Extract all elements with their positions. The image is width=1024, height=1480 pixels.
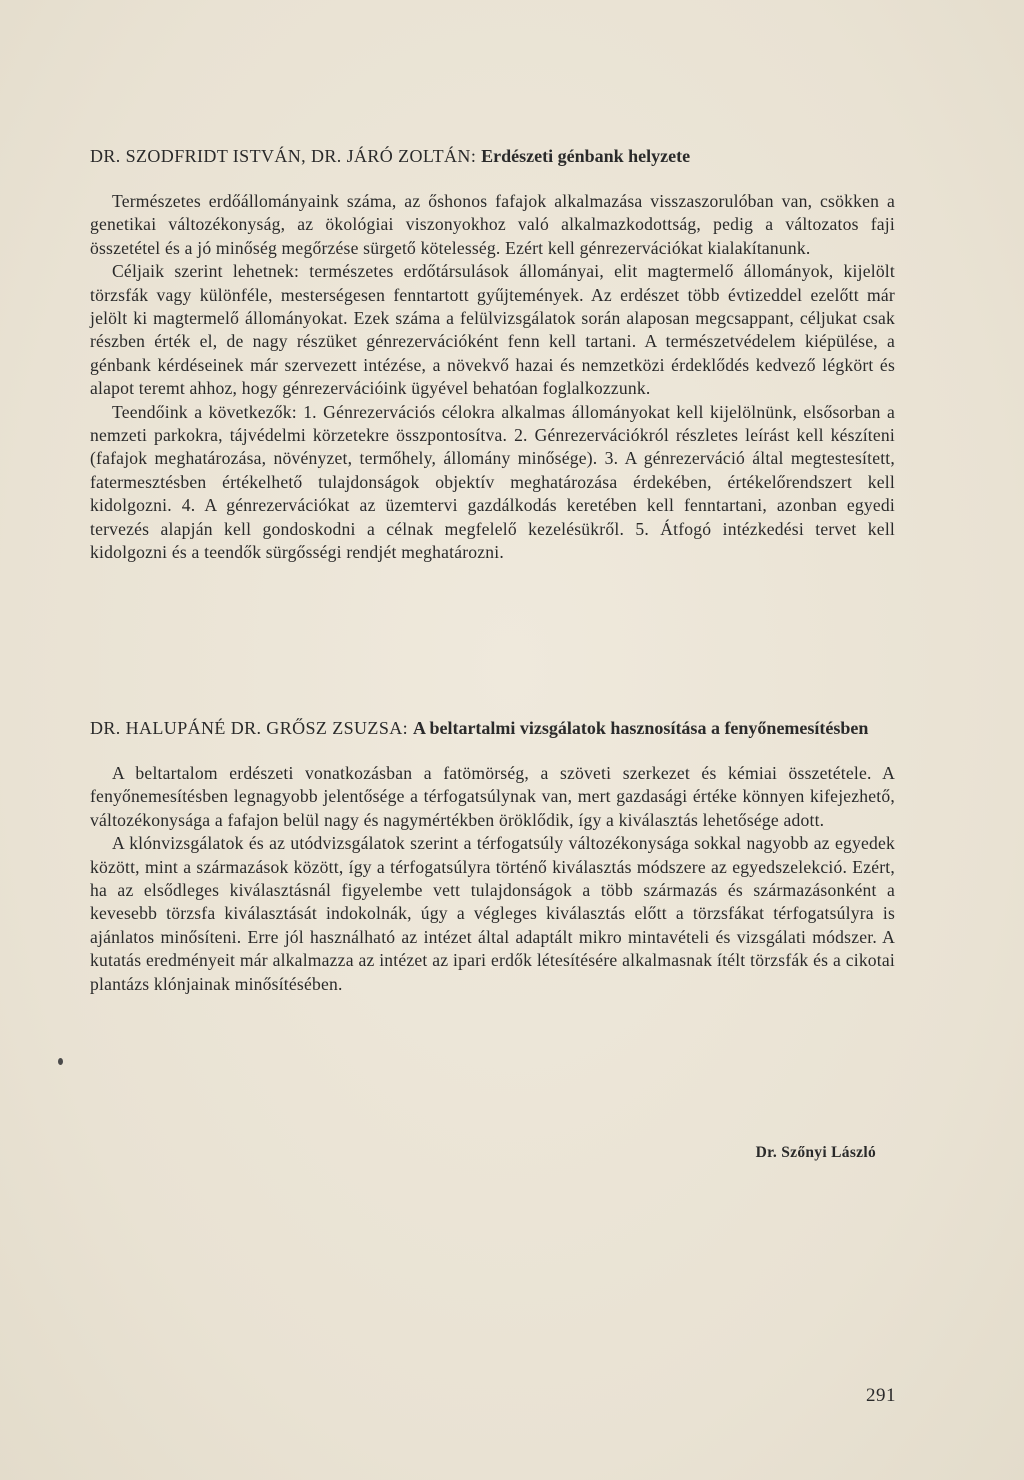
section-szodfridt [90, 144, 895, 565]
section1-paragraph: Céljaik szerint lehetnek: természetes erdőtársulások állományai, elit magtermelő állományok, kijelölt törzsfák vagy különféle, mesterségesen fenntartott gyűjtemények. Az erdészet több évtizeddel ezelőtt már jelölt ki magtermelő állományokat. Ezek száma a felülvizsgálatok során alaposan megcsappant, céljukat csak részben érték el, de nagy részüket génrezervációként fenn kell tartani. A természetvédelem kiépülése, a génbank kérdéseinek már szervezett intézése, a növekvő hazai és nemzetközi érdeklődés kedvező légkört és alapot teremt ahhoz, hogy génrezervációink ügyével behatóan foglalkozzunk. [90, 261, 895, 399]
section1-title: Erdészeti génbank helyzete [481, 146, 691, 166]
author-signature: Dr. Szőnyi László [755, 1144, 876, 1161]
section2-authors: DR. HALUPÁNÉ DR. GRŐSZ ZSUZSA: [90, 718, 413, 738]
section2-heading [90, 716, 895, 740]
section2-title: A beltartalmi vizsgálatok hasznosítása a fenyőnemesítésben [412, 718, 869, 738]
section1-heading [90, 144, 895, 168]
section-halupane [90, 716, 895, 996]
section1-paragraph: Természetes erdőállományaink száma, az őshonos fafajok alkalmazása visszaszorulóban van, csökken a genetikai változékonyság, az ökológiai viszonyokhoz való alkalmazkodottság, pedig a változatos faji összetétel és a jó minőség megőrzése sürgető kötelesség. Ezért kell génrezervációkat kialakítanunk. [90, 191, 895, 258]
section1-paragraph: Teendőink a következők: 1. Génrezervációs célokra alkalmas állományokat kell kijelölnünk, elsősorban a nemzeti parkokra, tájvédelmi körzetekre összpontosítva. 2. Génrezervációkról részletes leírást kell készíteni (fafajok meghatározása, növényzet, termőhely, állomány minősége). 3. A génrezerváció által megtestesített, fatermesztésben értékelhető tulajdonságok objektív meghatározása érdekében, értékelőrendszert kell kidolgozni. 4. A génrezervációkat az üzemtervi gazdálkodás keretében kell fenntartani, azonban egyedi tervezés alapján kell gondoskodni a célnak megfelelő kezelésükről. 5. Átfogó intézkedési tervet kell kidolgozni és a teendők sürgősségi rendjét meghatározni. [90, 401, 895, 563]
section2-paragraph: A klónvizsgálatok és az utódvizsgálatok szerint a térfogatsúly változékonysága sokkal nagyobb az egyedek között, mint a származások között, így a térfogatsúlyra történő kiválasztás módszere az egyedszelekció. Ezért, ha az elsődleges kiválasztásnál figyelembe vett tulajdonságok a több származás és származásonként a kevesebb törzsfa kiválasztását indokolnák, úgy a végleges kiválasztás előtt a törzsfákat térfogatsúlyra is ajánlatos minősíteni. Erre jól használható az intézet által adaptált mikro mintavételi és vizsgálati módszer. A kutatás eredményeit már alkalmazza az intézet az ipari erdők létesítésére alkalmasnak ítélt törzsfák és a cikotai plantázs klónjainak minősítésében. [90, 833, 895, 994]
section2-body [90, 762, 895, 996]
page-number: 291 [866, 1385, 896, 1406]
ink-speck [58, 1058, 63, 1065]
section2-paragraph: A beltartalom erdészeti vonatkozásban a fatömörség, a szöveti szerkezet és kémiai összetétele. A fenyőnemesítésben legnagyobb jelentősége a térfogatsúlynak van, mert gazdasági értéke könnyen kifejezhető, változékonysága a fafajon belül nagy és nagymértékben öröklődik, így a kiválasztás lehetősége adott. [90, 763, 895, 830]
section1-authors: DR. SZODFRIDT ISTVÁN, DR. JÁRÓ ZOLTÁN: [90, 146, 482, 166]
